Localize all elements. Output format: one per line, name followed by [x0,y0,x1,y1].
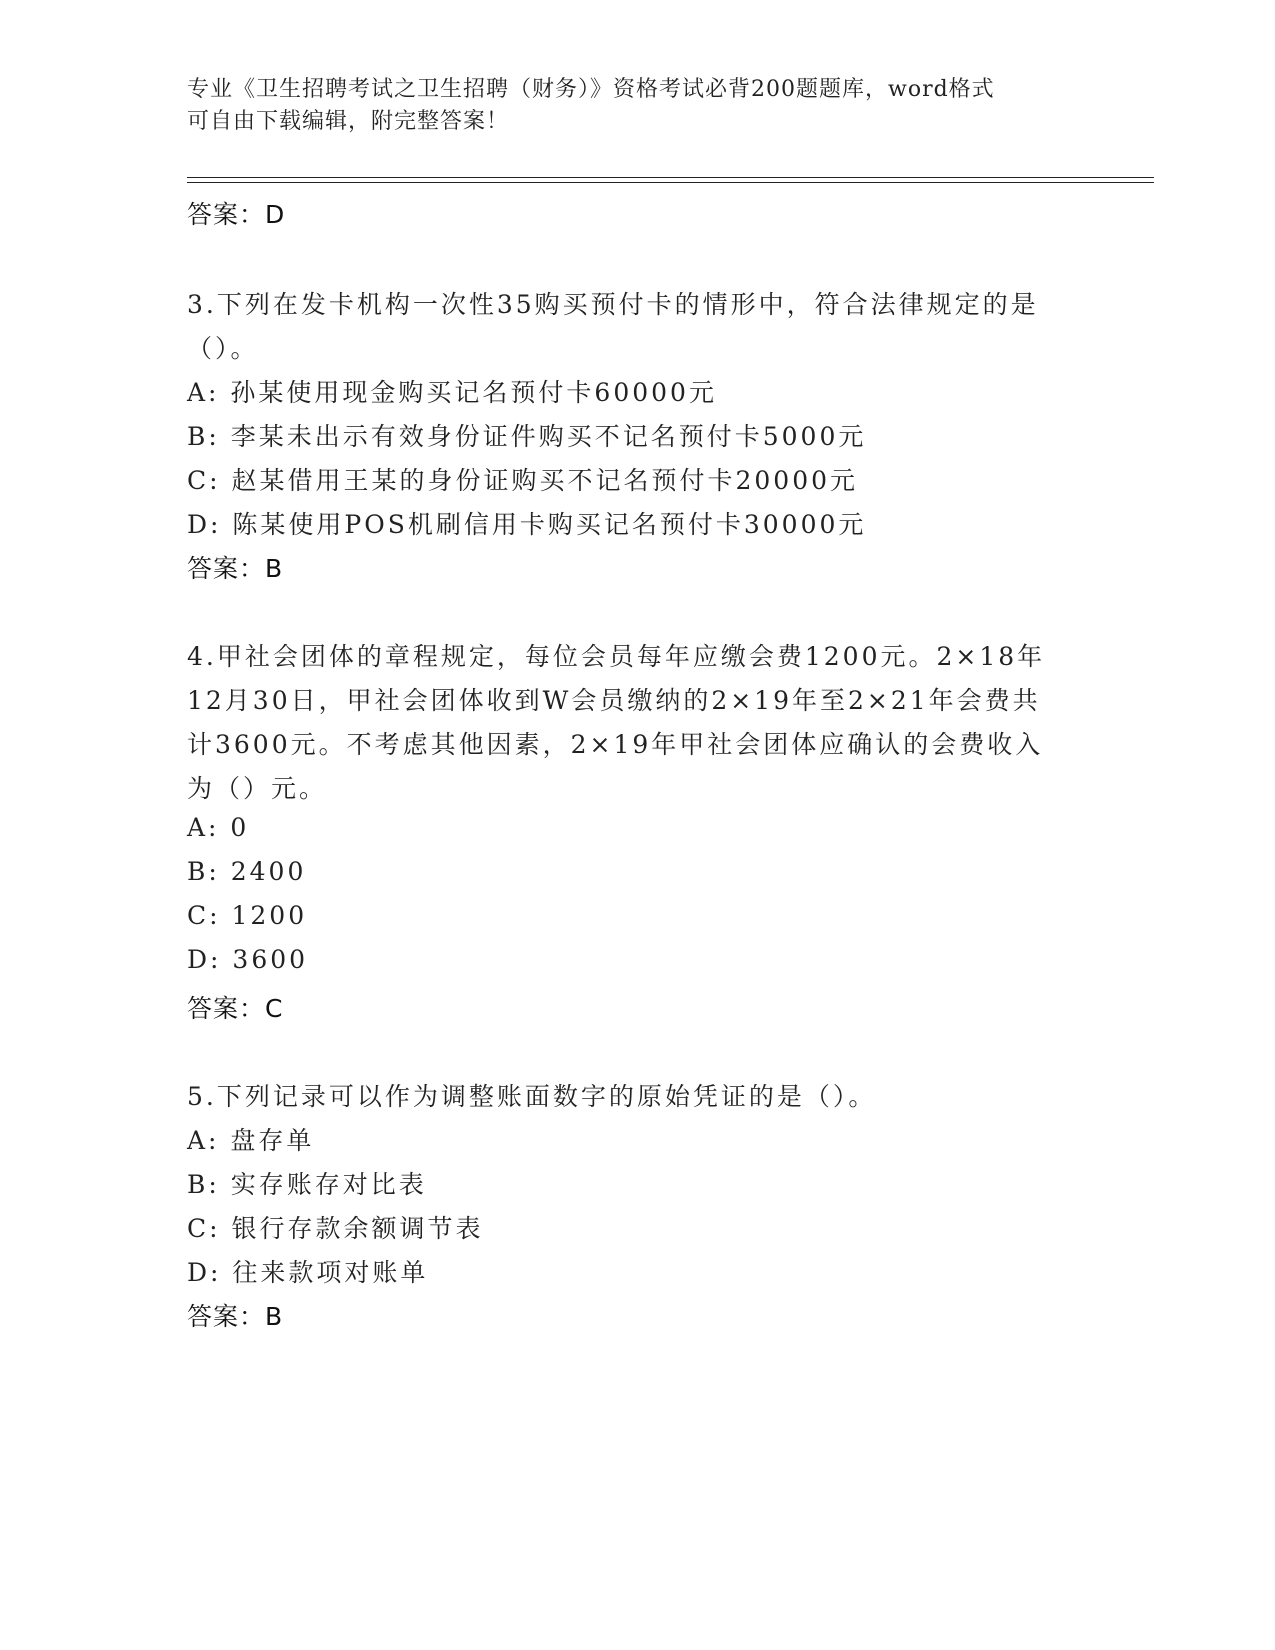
q4-option-b: B: 2400 [187,857,307,886]
header-rule-bottom [187,182,1154,183]
q3-answer: 答案：B [187,554,284,583]
document-header [187,74,1067,138]
q4-answer: 答案：C [187,994,284,1023]
q3-stem-line-1: 3.下列在发卡机构一次性35购买预付卡的情形中，符合法律规定的是 [187,290,1039,319]
q4-stem-line-1: 4.甲社会团体的章程规定，每位会员每年应缴会费1200元。2×18年 [187,642,1046,671]
q5-option-c: C: 银行存款余额调节表 [187,1214,484,1243]
q5-option-a: A: 盘存单 [187,1126,315,1155]
header-line-1: 专业《卫生招聘考试之卫生招聘（财务）》资格考试必背200题题库，word格式 [187,77,995,102]
q4-option-c: C: 1200 [187,901,308,930]
q3-option-b: B: 李某未出示有效身份证件购买不记名预付卡5000元 [187,422,867,451]
header-line-2: 可自由下载编辑，附完整答案！ [187,109,510,134]
q3-stem-line-2: （）。 [187,334,259,363]
q4-stem-line-4: 为（）元。 [187,774,328,803]
q4-stem-line-3: 计3600元。不考虑其他因素，2×19年甲社会团体应确认的会费收入 [187,730,1044,759]
q4-stem-line-2: 12月30日，甲社会团体收到W会员缴纳的2×19年至2×21年会费共 [187,686,1041,715]
q3-option-c: C: 赵某借用王某的身份证购买不记名预付卡20000元 [187,466,859,495]
q4-option-a: A: 0 [187,813,250,842]
q5-option-d: D: 往来款项对账单 [187,1258,429,1287]
q5-stem-line-1: 5.下列记录可以作为调整账面数字的原始凭证的是（）。 [187,1082,877,1111]
header-rule-top [187,177,1154,178]
q3-option-a: A: 孙某使用现金购买记名预付卡60000元 [187,378,717,407]
answer-previous: 答案：D [187,200,286,229]
q5-option-b: B: 实存账存对比表 [187,1170,427,1199]
q5-answer: 答案：B [187,1302,284,1331]
q4-option-d: D: 3600 [187,945,309,974]
q3-option-d: D: 陈某使用POS机刷信用卡购买记名预付卡30000元 [187,510,867,539]
